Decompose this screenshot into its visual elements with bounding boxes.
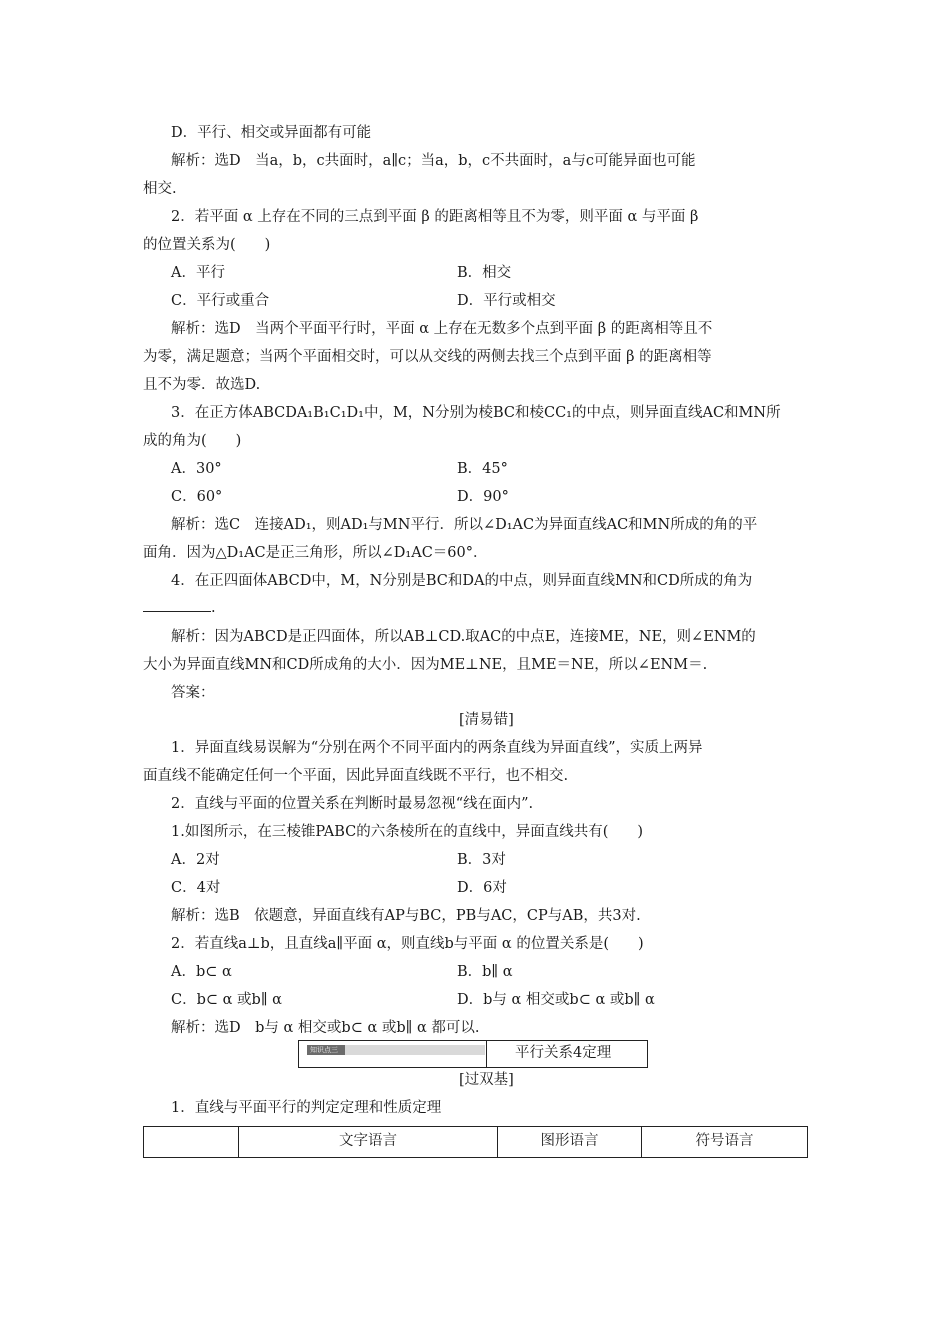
q4-analysis-line-2: 大小为异面直线MN和CD所成角的大小．因为ME⊥NE，且ME＝NE，所以∠ENM＝.: [143, 657, 708, 673]
answer-blank: [143, 597, 211, 612]
theorem-heading: 1．直线与平面平行的判定定理和性质定理: [171, 1100, 442, 1116]
e2-option-b: B．b∥ α: [457, 964, 513, 980]
q3-stem-line-1: 3．在正方体ABCDA₁B₁C₁D₁中，M，N分别为棱BC和棱CC₁的中点，则异面直线AC和MN所: [171, 405, 781, 421]
q1-option-d: D．平行、相交或异面都有可能: [171, 125, 372, 141]
q3-option-a: A．30°: [171, 461, 222, 477]
section-heading-errors: [清易错]: [459, 712, 514, 728]
q2-option-b: B．相交: [457, 265, 512, 281]
section-heading-basics: [过双基]: [459, 1072, 514, 1088]
q2-option-a: A．平行: [171, 265, 225, 281]
theorem-table: [143, 1126, 808, 1158]
e1-option-c: C．4对: [171, 880, 221, 896]
q4-answer-blank-line: [143, 597, 216, 618]
q4-stem-end: .: [211, 600, 216, 616]
e2-analysis: 解析：选D b与 α 相交或b⊂ α 或b∥ α 都可以.: [171, 1020, 480, 1036]
q3-stem-line-2: 成的角为( ): [143, 433, 242, 449]
e1-option-a: A．2对: [171, 852, 220, 868]
e1-option-b: B．3对: [457, 852, 506, 868]
e2-option-d: D．b与 α 相交或b⊂ α 或b∥ α: [457, 992, 655, 1008]
e1-analysis: 解析：选B 依题意，异面直线有AP与BC，PB与AC，CP与AB，共3对.: [171, 908, 641, 924]
q2-analysis-line-1: 解析：选D 当两个平面平行时，平面 α 上存在无数多个点到平面 β 的距离相等且不: [171, 321, 713, 337]
q1-analysis-line-2: 相交.: [143, 181, 177, 197]
e1-option-d: D．6对: [457, 880, 507, 896]
q3-option-d: D．90°: [457, 489, 509, 505]
banner-title: 平行关系4定理: [515, 1045, 612, 1061]
answer-label: 答案：: [171, 685, 215, 701]
q2-option-c: C．平行或重合: [171, 293, 270, 309]
knowledge-point-banner: [298, 1040, 648, 1068]
q3-analysis-line-2: 面角．因为△D₁AC是正三角形，所以∠D₁AC＝60°．: [143, 545, 488, 561]
banner-tag-cell: [299, 1041, 487, 1067]
table-header-row: [144, 1127, 808, 1158]
q2-option-d: D．平行或相交: [457, 293, 556, 309]
q2-stem-line-1: 2．若平面 α 上存在不同的三点到平面 β 的距离相等且不为零，则平面 α 与平面 β: [171, 209, 699, 225]
e1-stem: 1.如图所示，在三棱锥PABC的六条棱所在的直线中，异面直线共有( ): [171, 824, 644, 840]
q3-analysis-line-1: 解析：选C 连接AD₁，则AD₁与MN平行．所以∠D₁AC为异面直线AC和MN所成的角的平: [171, 517, 758, 533]
error-note-2: 2．直线与平面的位置关系在判断时最易忽视“线在面内”.: [171, 796, 534, 812]
q2-analysis-line-2: 为零，满足题意；当两个平面相交时，可以从交线的两侧去找三个点到平面 β 的距离相等: [143, 349, 712, 365]
e2-option-a: A．b⊂ α: [171, 964, 232, 980]
error-note-1-line-2: 面直线不能确定任何一个平面，因此异面直线既不平行，也不相交.: [143, 768, 569, 784]
q3-option-b: B．45°: [457, 461, 508, 477]
e2-option-c: C．b⊂ α 或b∥ α: [171, 992, 282, 1008]
error-note-1-line-1: 1．异面直线易误解为“分别在两个不同平面内的两条直线为异面直线”，实质上两异: [171, 740, 703, 756]
q4-analysis-line-1: 解析：因为ABCD是正四面体，所以AB⊥CD.取AC的中点E，连接ME，NE，则∠ENM的: [171, 629, 756, 645]
banner-tag-label: 知识点三: [307, 1045, 485, 1055]
table-header-cell: 符号语言: [642, 1127, 808, 1158]
q3-option-c: C．60°: [171, 489, 223, 505]
table-header-cell: 文字语言: [239, 1127, 498, 1158]
q1-analysis-line-1: 解析：选D 当a，b，c共面时，a∥c；当a，b，c不共面时，a与c可能异面也可能: [171, 153, 696, 169]
q2-stem-line-2: 的位置关系为( ): [143, 237, 271, 253]
q4-stem-line-1: 4．在正四面体ABCD中，M，N分别是BC和DA的中点，则异面直线MN和CD所成的角为: [171, 573, 753, 589]
table-header-cell: 图形语言: [498, 1127, 642, 1158]
table-header-cell: [144, 1127, 239, 1158]
q2-analysis-line-3: 且不为零．故选D.: [143, 377, 261, 393]
e2-stem: 2．若直线a⊥b，且直线a∥平面 α，则直线b与平面 α 的位置关系是( ): [171, 936, 644, 952]
